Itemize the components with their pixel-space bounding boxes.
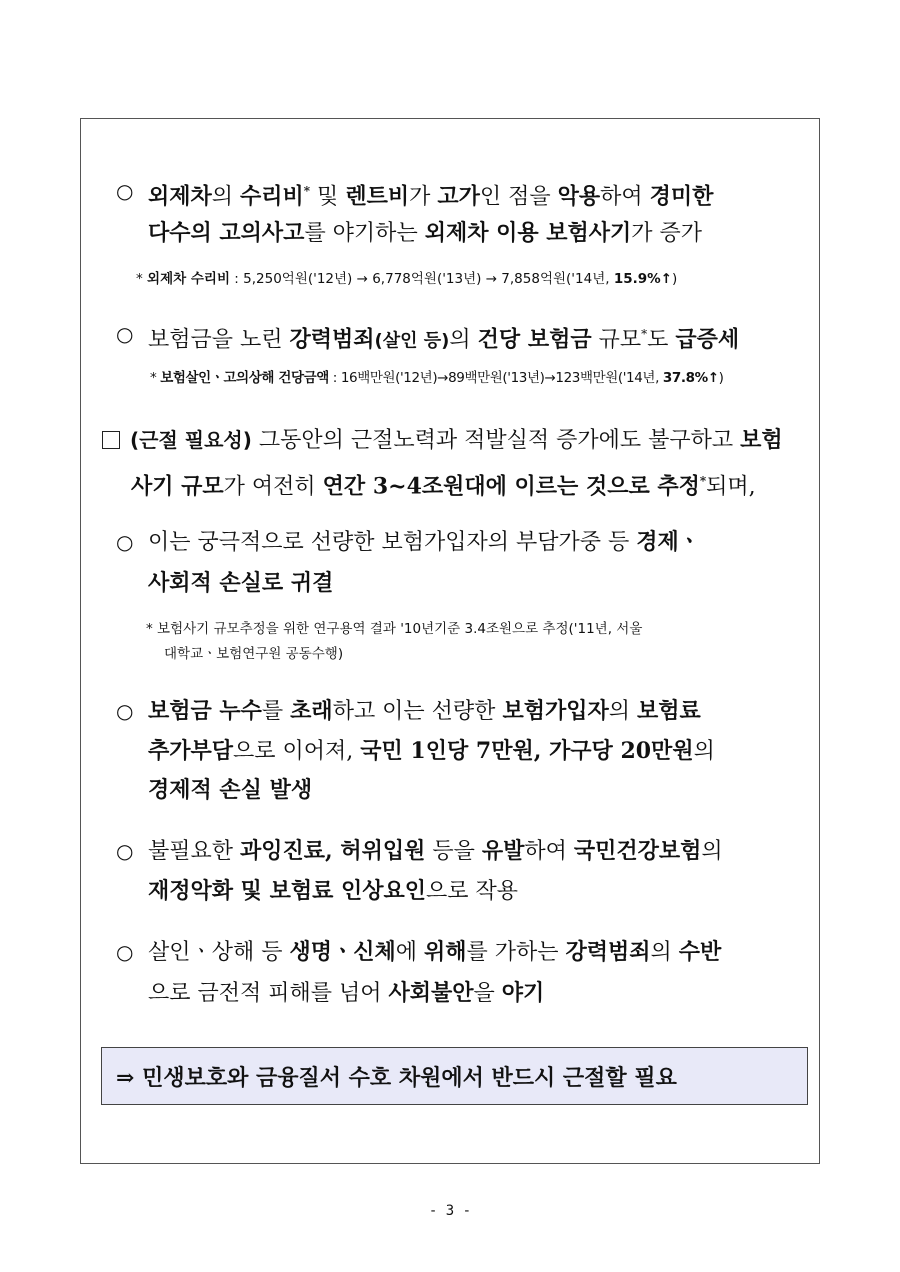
sec-l2-t3: *	[699, 474, 707, 488]
b2-note-t1: 보험살인ㆍ고의상해 건당금액	[160, 370, 329, 386]
bullet-marker: ○	[116, 839, 134, 863]
b2-t7: 도	[647, 327, 676, 353]
b1-t2: 수리비	[240, 183, 304, 210]
sec-t2: 보험	[740, 427, 783, 453]
b1-note-t0: *	[136, 271, 148, 287]
b2-note-t2: : 16백만원('12년)→89백만원('13년)→123백만원('14년,	[328, 370, 663, 386]
b3-note2: 대학교ㆍ보험연구원 공동수행)	[164, 646, 344, 662]
b3-l2-t0: 사회적 손실로 귀결	[148, 570, 334, 596]
b1-l2-t1: 를 야기하는	[304, 221, 425, 246]
sec-line2	[131, 466, 756, 502]
b2-t2: (살인 등)	[374, 330, 450, 352]
b1-note-t3: 15.9%↑	[613, 271, 672, 287]
b6-t6: 의	[650, 940, 679, 965]
b6-t1: 생명ㆍ신체	[289, 939, 396, 965]
sec-t1: 그동안의 근절노력과 적발실적 증가에도 불구하고	[251, 428, 741, 453]
b2-line1	[148, 319, 739, 356]
b6-t3: 위해	[424, 939, 467, 965]
bullet-marker: ○	[116, 530, 134, 554]
b2-note-t0: *	[150, 370, 161, 386]
b1-t4: 및	[310, 184, 346, 210]
sec-l2-t2: 연간 3~4조원대에 이르는 것으로 추정	[322, 473, 700, 500]
b2-note	[150, 368, 723, 388]
b2-t3: 의	[449, 327, 478, 353]
page-number: - 3 -	[428, 1203, 472, 1219]
b3-note1: * 보험사기 규모추정을 위한 연구용역 결과 '10년기준 3.4조원으로 추정('11년, 서울	[146, 621, 643, 637]
b1-line1	[148, 176, 713, 212]
b1-t7: 고가	[437, 183, 480, 210]
b6-l2-t2: 을	[473, 981, 502, 1006]
b2-t8: 급증세	[675, 326, 740, 353]
b1-t1: 의	[211, 184, 241, 210]
bullet-marker: ○	[116, 940, 134, 964]
b1-l2-t3: 가 증가	[631, 221, 703, 246]
b1-note-t2: : 5,250억원('12년) → 6,778억원('13년) → 7,858억원('14년,	[230, 271, 614, 287]
b1-l2-t2: 외제차 이용 보험사기	[424, 220, 632, 246]
b3-line2	[148, 568, 333, 599]
b1-note	[136, 269, 677, 289]
b5-t1: 과잉진료, 허위입원	[240, 838, 426, 864]
b2-t5: 규모	[591, 327, 642, 353]
b5-t6: 의	[701, 839, 723, 864]
b1-note-t4: )	[671, 271, 678, 287]
b4-l2-t0: 추가부담	[148, 738, 234, 764]
b1-t3: *	[303, 184, 311, 198]
b6-line2	[148, 978, 544, 1009]
conclusion-text: ⇒ 민생보호와 금융질서 수호 차원에서 반드시 근절할 필요	[116, 1065, 677, 1091]
b6-line1	[148, 937, 721, 968]
b6-l2-t0: 으로 금전적 피해를 넘어	[148, 981, 389, 1006]
b1-t8: 인 점을	[479, 184, 558, 210]
b2-note-t3: 37.8%↑	[662, 370, 719, 386]
b5-t4: 하여	[524, 839, 574, 864]
sec-l2-t0: 사기 규모	[131, 473, 224, 500]
b4-line1	[148, 696, 701, 727]
bullet-marker: ○	[116, 699, 134, 723]
b5-t2: 등을	[425, 839, 482, 864]
b5-line2	[148, 876, 518, 907]
b4-l3-t0: 경제적 손실 발생	[148, 777, 313, 803]
b4-t4: 보험가입자	[502, 698, 609, 724]
b2-t0: 보험금을 노린	[148, 327, 290, 353]
b5-t3: 유발	[481, 838, 525, 864]
b6-t5: 강력범죄	[565, 939, 651, 965]
b1-t10: 하여	[600, 184, 650, 210]
sec-l2-t1: 가 여전히	[223, 474, 323, 500]
b1-t0: 외제차	[148, 183, 212, 210]
b2-t4: 건당 보험금	[477, 326, 592, 353]
b5-t5: 국민건강보험	[573, 838, 702, 864]
b2-note-t4: )	[718, 370, 724, 386]
b3-t0: 이는 궁극적으로 선량한 보험가입자의 부담가중 등	[148, 530, 637, 555]
bullet-marker: ○	[116, 322, 134, 346]
b4-t3: 하고 이는 선량한	[332, 699, 503, 724]
b1-l2-t0: 다수의 고의사고	[148, 220, 305, 246]
b6-t0: 살인ㆍ상해 등	[148, 940, 290, 965]
b4-t0: 보험금 누수	[148, 698, 262, 724]
b6-t2: 에	[395, 940, 425, 965]
b4-t6: 보험료	[636, 698, 701, 724]
b4-t1: 를	[261, 699, 291, 724]
b6-t4: 를 가하는	[466, 940, 566, 965]
sec-l2-t4: 되며,	[706, 474, 756, 500]
bullet-marker: ○	[116, 179, 134, 203]
b4-line2	[148, 736, 715, 767]
b4-l2-t1: 으로 이어져,	[233, 739, 361, 764]
b2-t6: *	[641, 327, 648, 341]
b3-t1: 경제ㆍ	[636, 529, 701, 555]
checkbox-square-icon	[102, 431, 120, 449]
b4-l2-t2: 국민 1인당 7만원, 가구당 20만원	[360, 738, 694, 764]
b1-t5: 렌트비	[345, 183, 410, 210]
b2-t1: 강력범죄	[289, 326, 375, 353]
b1-note-t1: 외제차 수리비	[147, 271, 230, 287]
sec-t0: (근절 필요성)	[130, 428, 252, 452]
b4-t2: 초래	[290, 698, 333, 724]
b1-t9: 악용	[557, 183, 601, 210]
b4-line3	[148, 775, 312, 806]
b1-t6: 가	[409, 184, 438, 210]
sec-line1	[130, 425, 783, 456]
b5-l2-t0: 재정악화 및 보험료 인상요인	[148, 878, 427, 904]
b5-l2-t1: 으로 작용	[426, 879, 519, 904]
b4-t5: 의	[608, 699, 637, 724]
b3-line1	[148, 527, 700, 558]
b6-l2-t3: 야기	[501, 980, 545, 1006]
b5-line1	[148, 836, 723, 867]
b5-t0: 불필요한	[148, 839, 241, 864]
b1-line2	[148, 218, 702, 249]
b6-l2-t1: 사회불안	[388, 980, 474, 1006]
b4-l2-t3: 의	[693, 739, 715, 764]
b6-t7: 수반	[678, 939, 722, 965]
b1-t11: 경미한	[649, 183, 714, 210]
